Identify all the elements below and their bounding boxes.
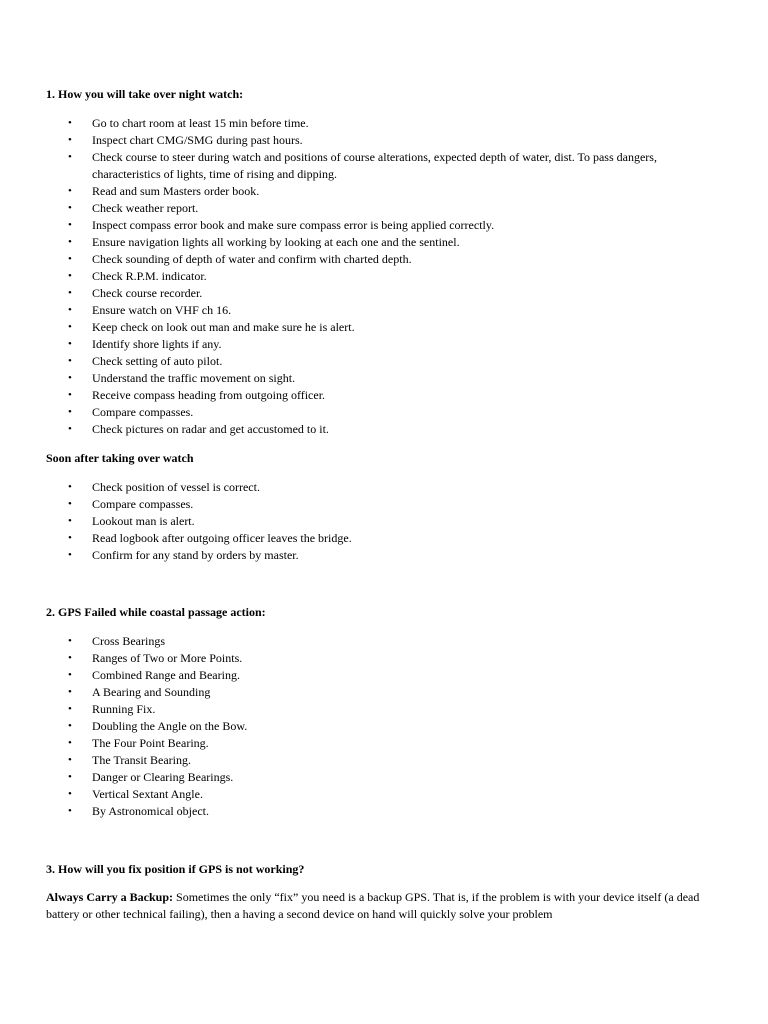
list-item xyxy=(46,370,726,387)
bullet-icon: • xyxy=(68,754,72,766)
section3-paragraph xyxy=(46,889,718,923)
list-item-text: Inspect compass error book and make sure compass error is being applied correctly. xyxy=(92,218,495,232)
section3-heading: 3. How will you fix position if GPS is not working? xyxy=(46,862,305,876)
bullet-icon: • xyxy=(68,219,72,231)
bullet-icon: • xyxy=(68,185,72,197)
list-item-text: Ensure navigation lights all working by looking at each one and the sentinel. xyxy=(92,235,460,249)
list-item xyxy=(46,667,726,684)
bullet-icon: • xyxy=(68,771,72,783)
bullet-icon: • xyxy=(68,321,72,333)
list-item-text: Vertical Sextant Angle. xyxy=(92,787,203,801)
list-item xyxy=(46,319,726,336)
bullet-icon: • xyxy=(68,202,72,214)
bullet-icon: • xyxy=(68,737,72,749)
list-item-text: Compare compasses. xyxy=(92,497,194,511)
bullet-icon: • xyxy=(68,406,72,418)
list-item-text: Lookout man is alert. xyxy=(92,514,195,528)
bullet-icon: • xyxy=(68,270,72,282)
list-item xyxy=(46,769,726,786)
bullet-icon: • xyxy=(68,304,72,316)
list-item xyxy=(46,650,726,667)
section1-heading: 1. How you will take over night watch: xyxy=(46,87,244,101)
list-item xyxy=(46,149,726,183)
list-item xyxy=(46,183,726,200)
list-item-text: Compare compasses. xyxy=(92,405,194,419)
bullet-icon: • xyxy=(68,372,72,384)
list-item-text: Check course recorder. xyxy=(92,286,203,300)
list-item xyxy=(46,633,726,650)
list-item-text: Inspect chart CMG/SMG during past hours. xyxy=(92,133,303,147)
list-item-text: Go to chart room at least 15 min before time. xyxy=(92,116,309,130)
list-item-text: Check R.P.M. indicator. xyxy=(92,269,207,283)
bullet-icon: • xyxy=(68,481,72,493)
bullet-icon: • xyxy=(68,635,72,647)
list-item xyxy=(46,718,726,735)
list-item-text: Check setting of auto pilot. xyxy=(92,354,223,368)
bullet-icon: • xyxy=(68,652,72,664)
list-item xyxy=(46,251,726,268)
bullet-icon: • xyxy=(68,423,72,435)
list-item-text: Danger or Clearing Bearings. xyxy=(92,770,234,784)
list-item xyxy=(46,803,726,820)
list-item-text: The Transit Bearing. xyxy=(92,753,191,767)
list-item-text: Doubling the Angle on the Bow. xyxy=(92,719,248,733)
list-item xyxy=(46,132,726,149)
bullet-icon: • xyxy=(68,805,72,817)
list-item xyxy=(46,200,726,217)
section1-list xyxy=(46,115,726,438)
list-item-text: Check position of vessel is correct. xyxy=(92,480,260,494)
list-item-text: By Astronomical object. xyxy=(92,804,209,818)
list-item-text: Check sounding of depth of water and confirm with charted depth. xyxy=(92,252,412,266)
bullet-icon: • xyxy=(68,253,72,265)
list-item xyxy=(46,404,726,421)
section2-heading: 2. GPS Failed while coastal passage action: xyxy=(46,605,266,619)
list-item-text: Understand the traffic movement on sight. xyxy=(92,371,296,385)
list-item-text: Check weather report. xyxy=(92,201,199,215)
list-item xyxy=(46,302,726,319)
list-item xyxy=(46,268,726,285)
list-item-text: Check pictures on radar and get accustomed to it. xyxy=(92,422,329,436)
bullet-icon: • xyxy=(68,338,72,350)
bullet-icon: • xyxy=(68,686,72,698)
list-item xyxy=(46,387,726,404)
list-item-text: Read and sum Masters order book. xyxy=(92,184,260,198)
bullet-icon: • xyxy=(68,788,72,800)
list-item xyxy=(46,735,726,752)
list-item xyxy=(46,353,726,370)
bullet-icon: • xyxy=(68,134,72,146)
list-item-text: A Bearing and Sounding xyxy=(92,685,211,699)
list-item-text: Ranges of Two or More Points. xyxy=(92,651,243,665)
list-item xyxy=(46,421,726,438)
section1b-list xyxy=(46,479,726,564)
bullet-icon: • xyxy=(68,389,72,401)
list-item-text: Receive compass heading from outgoing officer. xyxy=(92,388,326,402)
list-item-text: The Four Point Bearing. xyxy=(92,736,209,750)
bullet-icon: • xyxy=(68,532,72,544)
bullet-icon: • xyxy=(68,236,72,248)
list-item-text: Running Fix. xyxy=(92,702,156,716)
bullet-icon: • xyxy=(68,355,72,367)
list-item xyxy=(46,513,726,530)
list-item xyxy=(46,496,726,513)
list-item xyxy=(46,701,726,718)
list-item xyxy=(46,786,726,803)
list-item-text: Identify shore lights if any. xyxy=(92,337,222,351)
bullet-icon: • xyxy=(68,720,72,732)
bullet-icon: • xyxy=(68,669,72,681)
list-item-text: Keep check on look out man and make sure he is alert. xyxy=(92,320,355,334)
list-item xyxy=(46,336,726,353)
list-item-text: Combined Range and Bearing. xyxy=(92,668,240,682)
bullet-icon: • xyxy=(68,498,72,510)
list-item xyxy=(46,530,726,547)
section3-body: Sometimes the only “fix” you need is a backup GPS. That is, if the problem is with your device itself (a dead battery or other technical failing), then a having a second device on hand will quickly solve your problem xyxy=(46,890,700,921)
list-item xyxy=(46,115,726,132)
section2-list xyxy=(46,633,726,820)
list-item-text: Cross Bearings xyxy=(92,634,165,648)
list-item-text: Read logbook after outgoing officer leaves the bridge. xyxy=(92,531,352,545)
bullet-icon: • xyxy=(68,703,72,715)
list-item xyxy=(46,547,726,564)
bullet-icon: • xyxy=(68,549,72,561)
list-item xyxy=(46,217,726,234)
bullet-icon: • xyxy=(68,151,72,163)
bullet-icon: • xyxy=(68,117,72,129)
section3-lead: Always Carry a Backup: xyxy=(46,890,174,904)
list-item xyxy=(46,234,726,251)
list-item-text: Check course to steer during watch and positions of course alterations, expected depth of water, dist. To pass dangers, characteristics of lights, time of rising and dipping. xyxy=(92,150,657,181)
bullet-icon: • xyxy=(68,287,72,299)
list-item xyxy=(46,752,726,769)
list-item-text: Ensure watch on VHF ch 16. xyxy=(92,303,232,317)
list-item-text: Confirm for any stand by orders by master. xyxy=(92,548,299,562)
list-item xyxy=(46,479,726,496)
list-item xyxy=(46,684,726,701)
list-item xyxy=(46,285,726,302)
bullet-icon: • xyxy=(68,515,72,527)
section1b-heading: Soon after taking over watch xyxy=(46,451,194,465)
